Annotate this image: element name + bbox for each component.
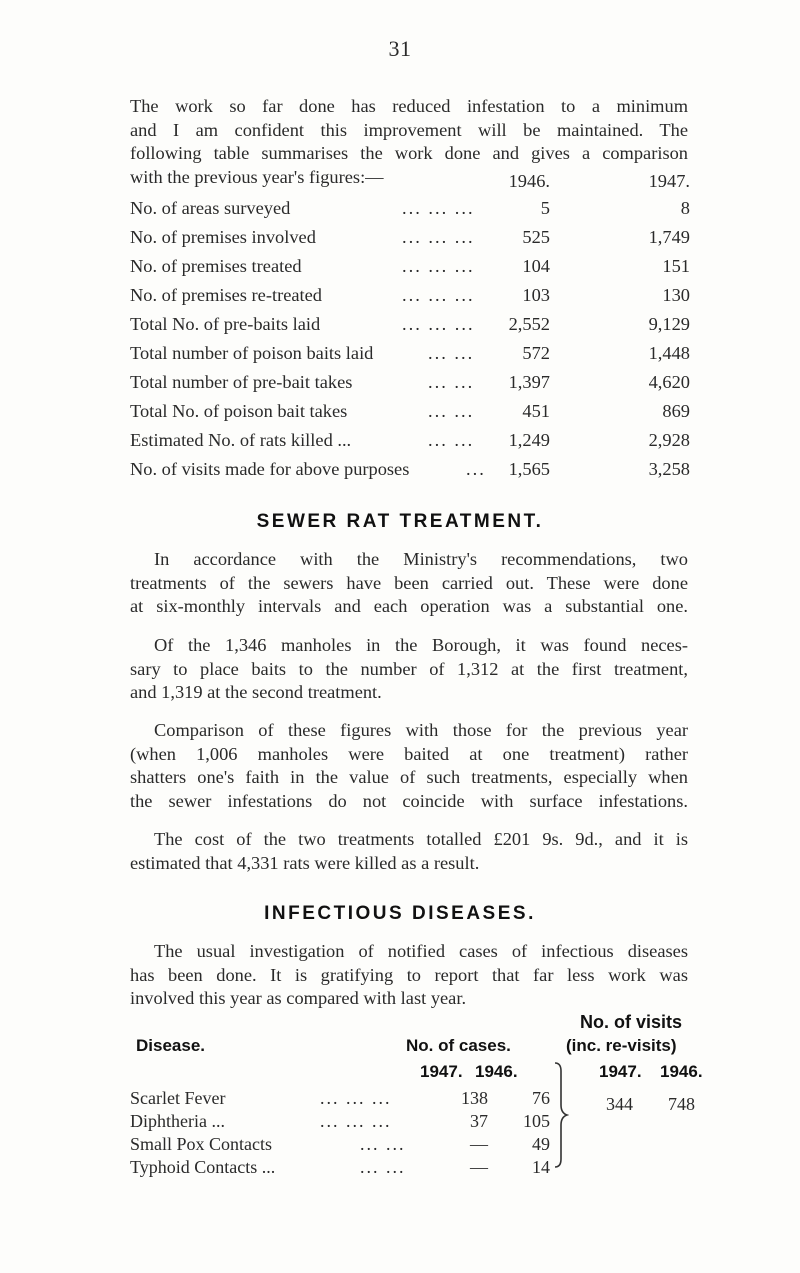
value-1947: 3,258 [648,459,690,479]
table-row [130,198,690,227]
cases-1946: 76 [532,1088,550,1108]
text-line: at six-monthly intervals and each operation was a substantial one. [130,596,688,616]
page-number: 31 [388,36,412,61]
value-1947: 2,928 [648,430,690,450]
table-row [130,1157,690,1179]
visits-header-line1: No. of visits [580,1012,683,1032]
col-1947-header: 1947. [648,171,690,191]
text-line: the sewer infestations do not coincide with surface infestations. [130,790,688,811]
cases-1947: — [470,1134,488,1154]
cases-1946: 49 [532,1134,550,1154]
disease-name: Small Pox Contacts [130,1134,273,1154]
col-1946-header: 1946. [508,171,550,191]
value-1947: 1,448 [648,343,690,363]
visits-total-1947: 344 [606,1094,633,1114]
text-line: (when 1,006 manholes were baited at one treatment) rather [130,743,688,764]
value-1946: 451 [522,401,550,421]
row-label: No. of visits made for above purposes [130,459,410,479]
value-1947: 130 [662,285,690,305]
section-heading-infectious: INFECTIOUS DISEASES. [264,903,536,924]
text-line: Of the 1,346 manholes in the Borough, it was found neces- [154,635,688,655]
sewer-paragraph [130,634,688,705]
row-label: No. of premises treated [130,256,302,276]
row-label: No. of areas surveyed [130,198,291,218]
sewer-paragraph [130,548,688,619]
text-line: and 1,319 at the second treatment. [130,682,382,702]
value-1947: 4,620 [648,372,690,392]
visits-header-line2: (inc. re-visits) [566,1036,677,1055]
value-1946: 104 [522,256,550,276]
intro-line: with the previous year's figures:— [130,166,384,187]
right-brace-icon [553,1059,569,1171]
row-label: Total number of pre-bait takes [130,372,353,392]
sewer-paragraph [130,719,688,813]
text-line: has been done. It is gratifying to report that far less work was [130,964,688,985]
table-row [130,1134,690,1156]
cases-column-header: No. of cases. [406,1036,511,1055]
value-1946: 572 [522,343,550,363]
table-row [130,372,690,401]
leader-dots: ... ... ... [402,256,475,276]
table-row [130,459,690,488]
leader-dots: ... ... ... [402,227,475,247]
leader-dots: ... ... [360,1157,406,1177]
disease-name: Typhoid Contacts ... [130,1157,276,1177]
row-label: Total number of poison baits laid [130,343,374,363]
leader-dots: ... ... [428,372,475,392]
table-row [130,343,690,372]
value-1946: 1,565 [508,459,550,479]
leader-dots: ... ... ... [402,314,475,334]
table-row [130,256,690,285]
cases-1947: 37 [470,1111,488,1131]
leader-dots: ... ... [428,430,475,450]
cases-year-1947: 1947. [420,1062,463,1081]
table-row [130,314,690,343]
value-1947: 1,749 [648,227,690,247]
intro-line: The work so far done has reduced infestation to a minimum [130,96,688,116]
text-line: involved this year as compared with last year. [130,988,467,1008]
text-line: Comparison of these figures with those for the previous year [154,720,688,740]
disease-column-header: Disease. [136,1036,205,1055]
text-line: The usual investigation of notified cases of infectious diseases [154,941,688,961]
section-heading-sewer: SEWER RAT TREATMENT. [256,511,544,532]
cases-1946: 105 [523,1111,550,1131]
table-row [130,401,690,430]
leader-dots: ... ... ... [320,1111,392,1131]
visits-year-1947: 1947. [599,1062,642,1081]
value-1946: 1,397 [508,372,550,392]
leader-dots: ... ... [360,1134,406,1154]
rat-stats-table [130,171,690,488]
value-1946: 5 [540,198,550,218]
disease-name: Scarlet Fever [130,1088,226,1108]
text-line: treatments of the sewers have been carried out. These were done [130,572,688,593]
cases-1946: 14 [532,1157,550,1177]
visits-year-1946: 1946. [660,1062,703,1081]
value-1946: 103 [522,285,550,305]
value-1947: 9,129 [648,314,690,334]
text-line: shatters one's faith in the value of such treatments, especially when [130,767,688,787]
disease-name: Diphtheria ... [130,1111,225,1131]
text-line: The cost of the two treatments totalled £201 9s. 9d., and it is [154,829,688,849]
row-label: No. of premises involved [130,227,316,247]
value-1946: 1,249 [508,430,550,450]
cases-1947: 138 [461,1088,488,1108]
leader-dots: ... ... ... [320,1088,392,1108]
leader-dots: ... ... ... [402,285,475,305]
value-1947: 869 [662,401,690,421]
value-1946: 2,552 [508,314,550,334]
leader-dots: ... [466,459,486,479]
visits-total-1946: 748 [668,1094,695,1114]
text-line: In accordance with the Ministry's recommendations, two [154,549,688,569]
table-row [130,227,690,256]
intro-line: following table summarises the work done and gives a comparison [130,143,688,163]
sewer-paragraph [130,828,688,875]
text-line: estimated that 4,331 rats were killed as a result. [130,852,480,873]
infectious-paragraph [130,940,688,1011]
leader-dots: ... ... ... [402,198,475,218]
row-label: No. of premises re-treated [130,285,322,305]
value-1946: 525 [522,227,550,247]
cases-1947: — [470,1157,488,1177]
cases-year-1946: 1946. [475,1062,518,1081]
stats-header-row [130,171,690,198]
intro-line: and I am confident this improvement will be maintained. The [130,119,688,140]
table-row [130,285,690,314]
row-label: Estimated No. of rats killed ... [130,430,352,450]
leader-dots: ... ... [428,401,475,421]
value-1947: 151 [662,256,690,276]
value-1947: 8 [680,198,690,218]
row-label: Total No. of pre-baits laid [130,314,321,334]
table-row [130,430,690,459]
leader-dots: ... ... [428,343,475,363]
text-line: sary to place baits to the number of 1,312 at the first treatment, [130,658,688,679]
row-label: Total No. of poison bait takes [130,401,348,421]
